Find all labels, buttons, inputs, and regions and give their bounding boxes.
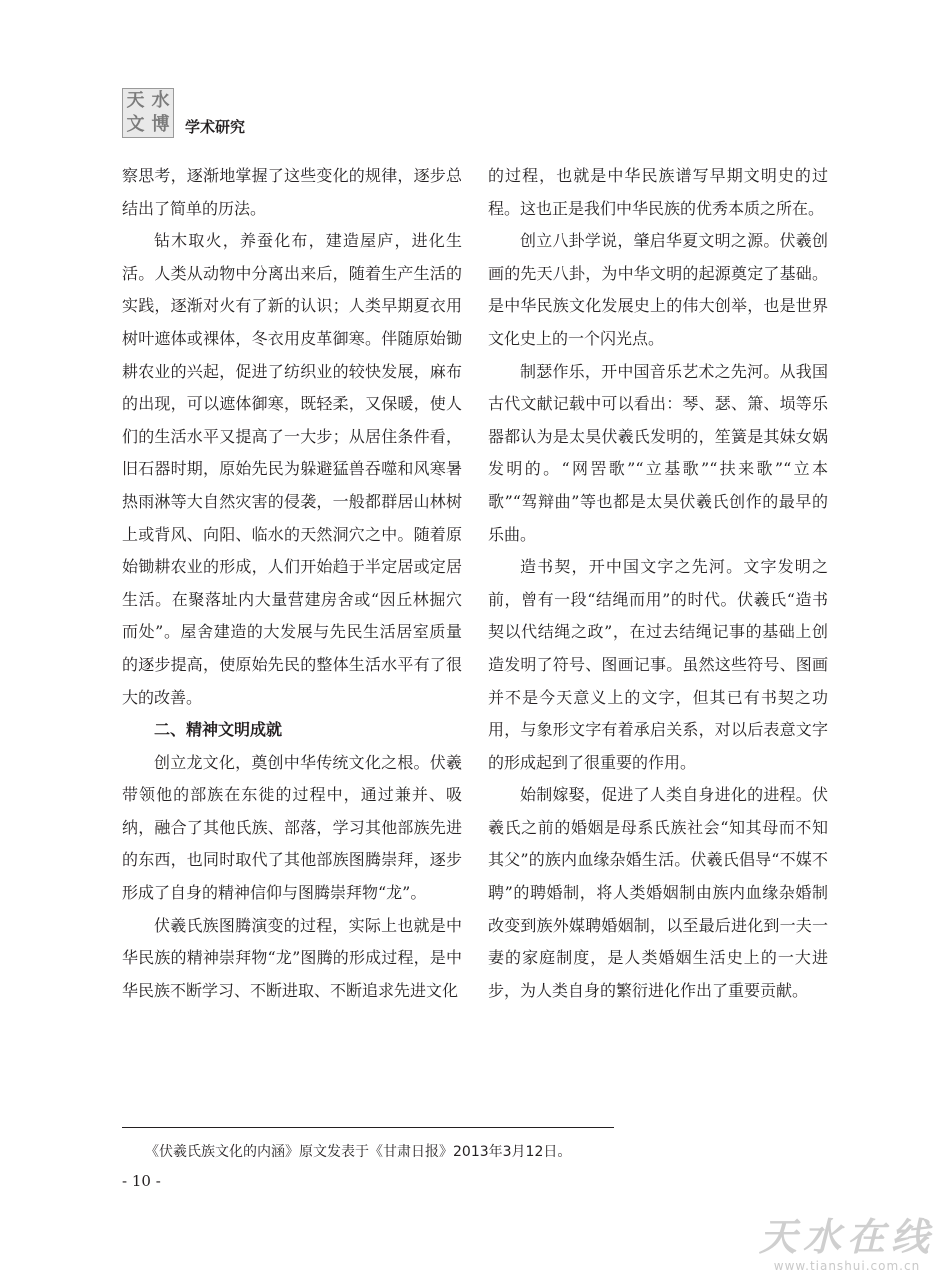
paragraph: 制瑟作乐，开中国音乐艺术之先河。从我国古代文献记载中可以看出：琴、瑟、箫、埙等乐器都认为是太昊伏羲氏发明的，笙簧是其妹女娲发明的。“网罟歌”“立基歌”“扶来歌”“立本歌”“驾辩曲”等也都是太昊伏羲氏创作的最早的乐曲。	[488, 361, 828, 544]
paragraph: 的过程，也就是中华民族谱写早期文明史的过程。这也正是我们中华民族的优秀本质之所在。	[488, 166, 828, 218]
logo-char: 博	[151, 114, 170, 135]
watermark-text: 天水在线	[758, 1215, 935, 1260]
paragraph: 造书契，开中国文字之先河。文字发明之前，曾有一段“结绳而用”的时代。伏羲氏“造书契以代结绳之政”，在过去结绳记事的基础上创造发明了符号、图画记事。虽然这些符号、图画并不是今天意义上的文字，但其已有书契之功用，与象形文字有着承启关系，对以后表意文字的形成起到了很重要的作用。	[488, 557, 828, 772]
page-number: - 10 -	[122, 1172, 161, 1190]
paragraph: 创立龙文化，奠创中华传统文化之根。伏羲带领他的部族在东徙的过程中，通过兼并、吸纳，融合了其他氏族、部落，学习其他部族先进的东西，也同时取代了其他部族图腾崇拜，逐步形成了自身的精神信仰与图腾崇拜物“龙”。	[122, 752, 462, 903]
paragraph: 钻木取火，养蚕化布，建造屋庐，进化生活。人类从动物中分离出来后，随着生产生活的实践，逐渐对火有了新的认识；人类早期夏衣用树叶遮体或裸体，冬衣用皮革御寒。伴随原始锄耕农业的兴起，促进了纺织业的较快发展，麻布的出现，可以遮体御寒，既轻柔，又保暖，使人们的生活水平又提高了一大步；从居住条件看，旧石器时期，原始先民为躲避猛兽吞噬和风寒暑热雨淋等大自然灾害的侵袭，一般都群居山林树上或背风、向阳、临水的天然洞穴之中。随着原始锄耕农业的形成，人们开始趋于半定居或定居生活。在聚落址内大量营建房舍或“因丘林掘穴而处”。屋舍建造的大发展与先民生活居室质量的逐步提高，使原始先民的整体生活水平有了很大的改善。	[122, 231, 462, 707]
site-watermark	[752, 1217, 942, 1273]
right-column	[488, 160, 828, 1007]
section-heading: 二、精神文明成就	[154, 720, 283, 740]
watermark-url: www.tianshui.com.cn	[773, 1259, 921, 1273]
logo-char: 天	[126, 90, 145, 111]
footnote: 《伏羲氏族文化的内涵》原文发表于《甘肃日报》2013年3月12日。	[145, 1144, 572, 1160]
paragraph: 创立八卦学说，肇启华夏文明之源。伏羲创画的先天八卦，为中华文明的起源奠定了基础。是中华民族文化发展史上的伟大创举，也是世界文化史上的一个闪光点。	[488, 231, 828, 348]
logo-char: 水	[151, 90, 170, 111]
section-label: 学术研究	[185, 118, 246, 136]
paragraph: 察思考，逐渐地掌握了这些变化的规律，逐步总结出了简单的历法。	[122, 166, 462, 218]
paragraph: 伏羲氏族图腾演变的过程，实际上也就是中华民族的精神崇拜物“龙”图腾的形成过程，是中华民族不断学习、不断进取、不断追求先进文化	[122, 915, 462, 1000]
journal-logo	[122, 88, 174, 138]
paragraph: 始制嫁娶，促进了人类自身进化的进程。伏羲氏之前的婚姻是母系氏族社会“知其母而不知其父”的族内血缘杂婚生活。伏羲氏倡导“不媒不聘”的聘婚制，将人类婚姻制由族内血缘杂婚制改变到族外媒聘婚姻制，以至最后进化到一夫一妻的家庭制度，是人类婚姻生活史上的一大进步，为人类自身的繁衍进化作出了重要贡献。	[488, 785, 828, 1000]
logo-char: 文	[126, 114, 145, 135]
left-column	[122, 160, 462, 1007]
footnote-rule	[122, 1127, 614, 1128]
